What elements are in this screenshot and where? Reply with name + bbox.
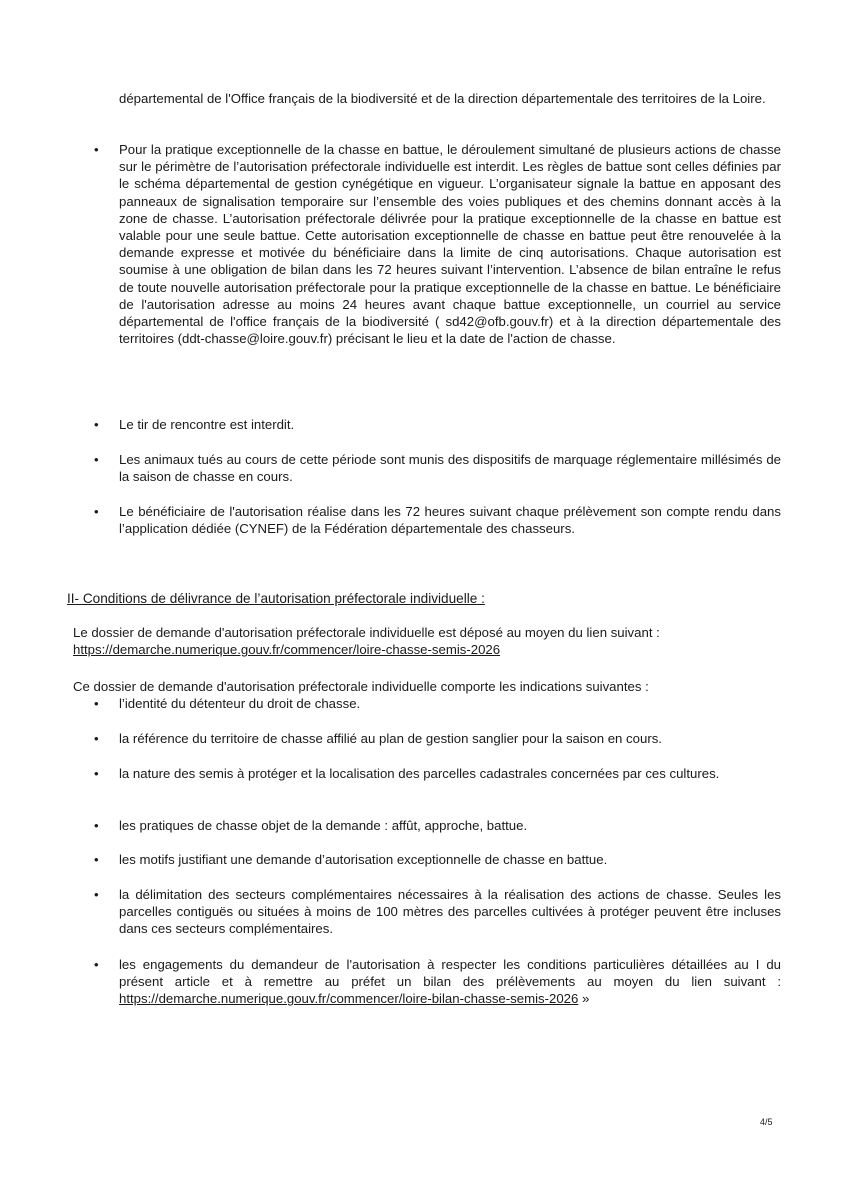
list-item-text: l’identité du détenteur du droit de chasse. bbox=[119, 696, 361, 711]
list-item bbox=[94, 886, 781, 938]
bullet-icon: • bbox=[94, 417, 99, 432]
list-item bbox=[94, 141, 781, 347]
section-heading: II- Conditions de délivrance de l’autorisation préfectorale individuelle : bbox=[67, 591, 485, 606]
list-item bbox=[94, 695, 781, 712]
list-item-text: la référence du territoire de chasse affilié au plan de gestion sanglier pour la saison en cours. bbox=[119, 731, 662, 746]
closing-quote: » bbox=[578, 991, 590, 1007]
bullet-icon: • bbox=[94, 731, 99, 746]
list-item bbox=[94, 503, 781, 537]
bullet-icon: • bbox=[94, 852, 99, 867]
list-item bbox=[94, 730, 781, 747]
list-item bbox=[94, 416, 781, 433]
list-item bbox=[94, 956, 781, 1008]
bullet-icon: • bbox=[94, 142, 99, 157]
list-item bbox=[94, 851, 781, 868]
list-item-text: Le tir de rencontre est interdit. bbox=[119, 417, 295, 432]
list-item-text: les pratiques de chasse objet de la demande : affût, approche, battue. bbox=[119, 818, 528, 833]
link-dossier[interactable]: https://demarche.numerique.gouv.fr/commencer/loire-chasse-semis-2026 bbox=[73, 642, 501, 658]
bullet-icon: • bbox=[94, 452, 99, 467]
bullet-icon: • bbox=[94, 818, 99, 833]
bullet-icon: • bbox=[94, 887, 99, 902]
list-item bbox=[94, 817, 781, 834]
bullet-icon: • bbox=[94, 504, 99, 519]
paragraph-text: Le dossier de demande d'autorisation préfectorale individuelle est déposé au moyen du lien suivant : bbox=[73, 625, 660, 640]
bullet-icon: • bbox=[94, 696, 99, 711]
list-item bbox=[94, 765, 781, 782]
intro-continuation: départemental de l'Office français de la biodiversité et de la direction départementale des territoires de la Loire. bbox=[119, 91, 766, 106]
list-item-text: Les animaux tués au cours de cette période sont munis des dispositifs de marquage réglementaire millésimés de la saison de chasse en cours. bbox=[119, 452, 781, 485]
list-item-text: Pour la pratique exceptionnelle de la chasse en battue, le déroulement simultané de plusieurs actions de chasse sur le périmètre de l’autorisation préfectorale individuelle est interdit. Les règles de battue sont celles définies par le schéma départemental de gestion cynégétique en vigueur. L’organisateur signale la battue en apposant des panneaux de signalisation temporaire sur l’ensemble des voies publiques et des chemins donnant accès à la zone de chasse. L’autorisation préfectorale délivrée pour la pratique exceptionnelle de la chasse en battue est valable pour une seule battue. Cette autorisation exceptionnelle de chasse en battue peut être renouvelée à la demande expresse et motivée du bénéficiaire dans la limite de cinq autorisations. Chaque autorisation est soumise à une obligation de bilan dans les 72 heures suivant l’intervention. L’absence de bilan entraîne le refus de toute nouvelle autorisation préfectorale pour la pratique exceptionnelle de la chasse en battue. Le bénéficiaire de l'autorisation adresse au moins 24 heures avant chaque battue exceptionnelle, un courriel au service départemental de l'office français de la biodiversité ( sd42@ofb.gouv.fr) et à la direction départementale des territoires (ddt-chasse@loire.gouv.fr) précisant le lieu et la date de l'action de chasse. bbox=[119, 142, 781, 347]
paragraph bbox=[73, 624, 781, 658]
list-item-text: les engagements du demandeur de l'autorisation à respecter les conditions particulières détaillées au I du présent article et à remettre au préfet un bilan des prélèvements au moyen du lien suivant : bbox=[119, 957, 781, 990]
paragraph: Ce dossier de demande d'autorisation préfectorale individuelle comporte les indications suivantes : bbox=[73, 679, 649, 694]
list-item-text: la nature des semis à protéger et la localisation des parcelles cadastrales concernées par ces cultures. bbox=[119, 766, 720, 781]
list-item-text: les motifs justifiant une demande d’autorisation exceptionnelle de chasse en battue. bbox=[119, 852, 608, 867]
bullet-icon: • bbox=[94, 766, 99, 781]
bullet-icon: • bbox=[94, 957, 99, 972]
list-item bbox=[94, 451, 781, 485]
link-bilan[interactable]: https://demarche.numerique.gouv.fr/commencer/loire-bilan-chasse-semis-2026 bbox=[119, 991, 579, 1007]
page-number: 4/5 bbox=[760, 1117, 773, 1127]
list-item-text: la délimitation des secteurs complémentaires nécessaires à la réalisation des actions de chasse. Seules les parcelles contiguës ou situées à moins de 100 mètres des parcelles cultivées à protéger peuvent être incluses dans ces secteurs complémentaires. bbox=[119, 887, 781, 937]
list-item-text: Le bénéficiaire de l'autorisation réalise dans les 72 heures suivant chaque prélèvement son compte rendu dans l’application dédiée (CYNEF) de la Fédération départementale des chasseurs. bbox=[119, 504, 781, 537]
